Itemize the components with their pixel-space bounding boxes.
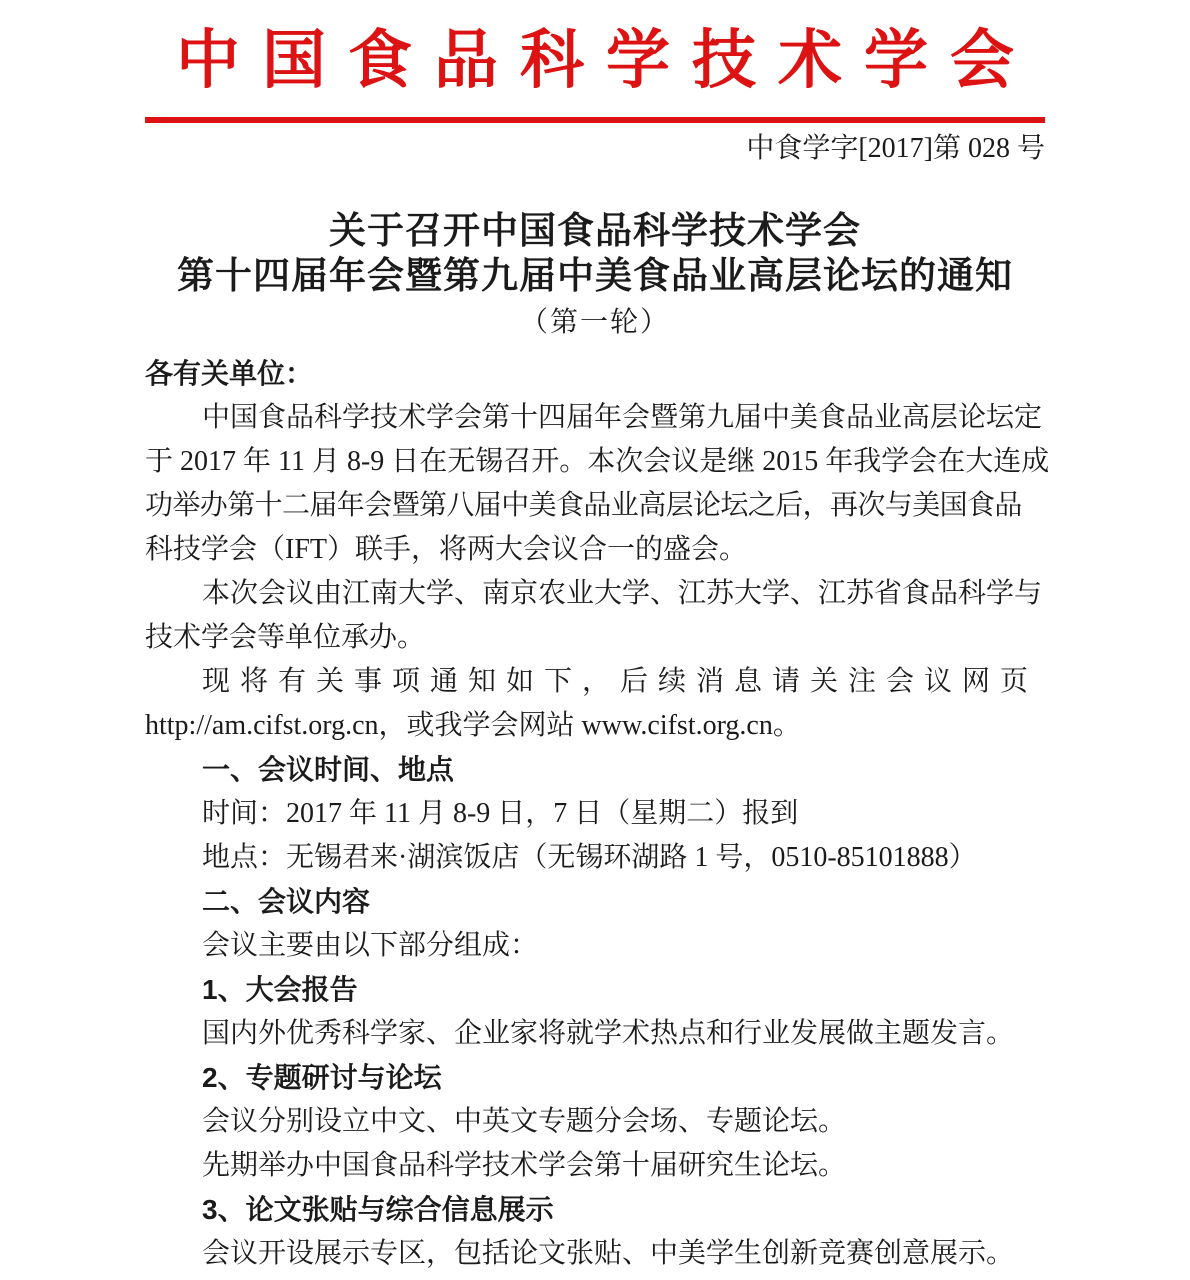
paragraph-line: 功举办第十二届年会暨第八届中美食品业高层论坛之后，再次与美国食品 — [145, 490, 1022, 521]
section-heading-2: 二、会议内容 — [202, 886, 371, 917]
notice-round-label: （第一轮） — [519, 307, 670, 338]
paragraph-line: 本次会议由江南大学、南京农业大学、江苏大学、江苏省食品科学与 — [202, 578, 1043, 609]
meeting-place-line: 地点：无锡君来·湖滨饭店（无锡环湖路 1 号，0510-85101888） — [202, 842, 977, 873]
paragraph-line: 会议开设展示专区，包括论文张贴、中美学生创新竞赛创意展示。 — [202, 1238, 1015, 1269]
subsection-heading-3: 3、论文张贴与综合信息展示 — [202, 1194, 554, 1225]
paragraph-line: 中国食品科学技术学会第十四届年会暨第九届中美食品业高层论坛定 — [202, 402, 1043, 433]
paragraph-line: 技术学会等单位承办。 — [145, 622, 426, 653]
notice-title-line-2: 第十四届年会暨第九届中美食品业高层论坛的通知 — [177, 255, 1013, 296]
notice-title-line-1: 关于召开中国食品科学技术学会 — [329, 210, 861, 251]
subsection-heading-1: 1、大会报告 — [202, 974, 358, 1005]
section-heading-1: 一、会议时间、地点 — [202, 754, 455, 785]
website-url-line: http://am.cifst.org.cn，或我学会网站 www.cifst.org.cn。 — [145, 710, 801, 741]
meeting-time-line: 时间：2017 年 11 月 8-9 日，7 日（星期二）报到 — [202, 798, 799, 829]
paragraph-line: 先期举办中国食品科学技术学会第十届研究生论坛。 — [202, 1150, 847, 1181]
paragraph-line: 科技学会（IFT）联手，将两大会议合一的盛会。 — [145, 534, 748, 565]
paragraph-line: 于 2017 年 11 月 8-9 日在无锡召开。本次会议是继 2015 年我学会在大连成 — [145, 446, 1050, 477]
paragraph-line: 现将有关事项通知如下，后续消息请关注会议网页 — [202, 666, 1039, 697]
header-divider — [145, 117, 1045, 123]
doc-number: 中食学字[2017]第 028 号 — [746, 133, 1045, 164]
paragraph-line: 国内外优秀科学家、企业家将就学术热点和行业发展做主题发言。 — [202, 1018, 1015, 1049]
subsection-heading-2: 2、专题研讨与论坛 — [202, 1062, 442, 1093]
paragraph-line: 会议分别设立中文、中英文专题分会场、专题论坛。 — [202, 1106, 847, 1137]
org-name: 中国食品科学技术学会 — [176, 25, 1036, 96]
notice-body — [145, 352, 1050, 1276]
paragraph-line: 会议主要由以下部分组成： — [202, 930, 539, 961]
salutation: 各有关单位： — [145, 358, 314, 389]
